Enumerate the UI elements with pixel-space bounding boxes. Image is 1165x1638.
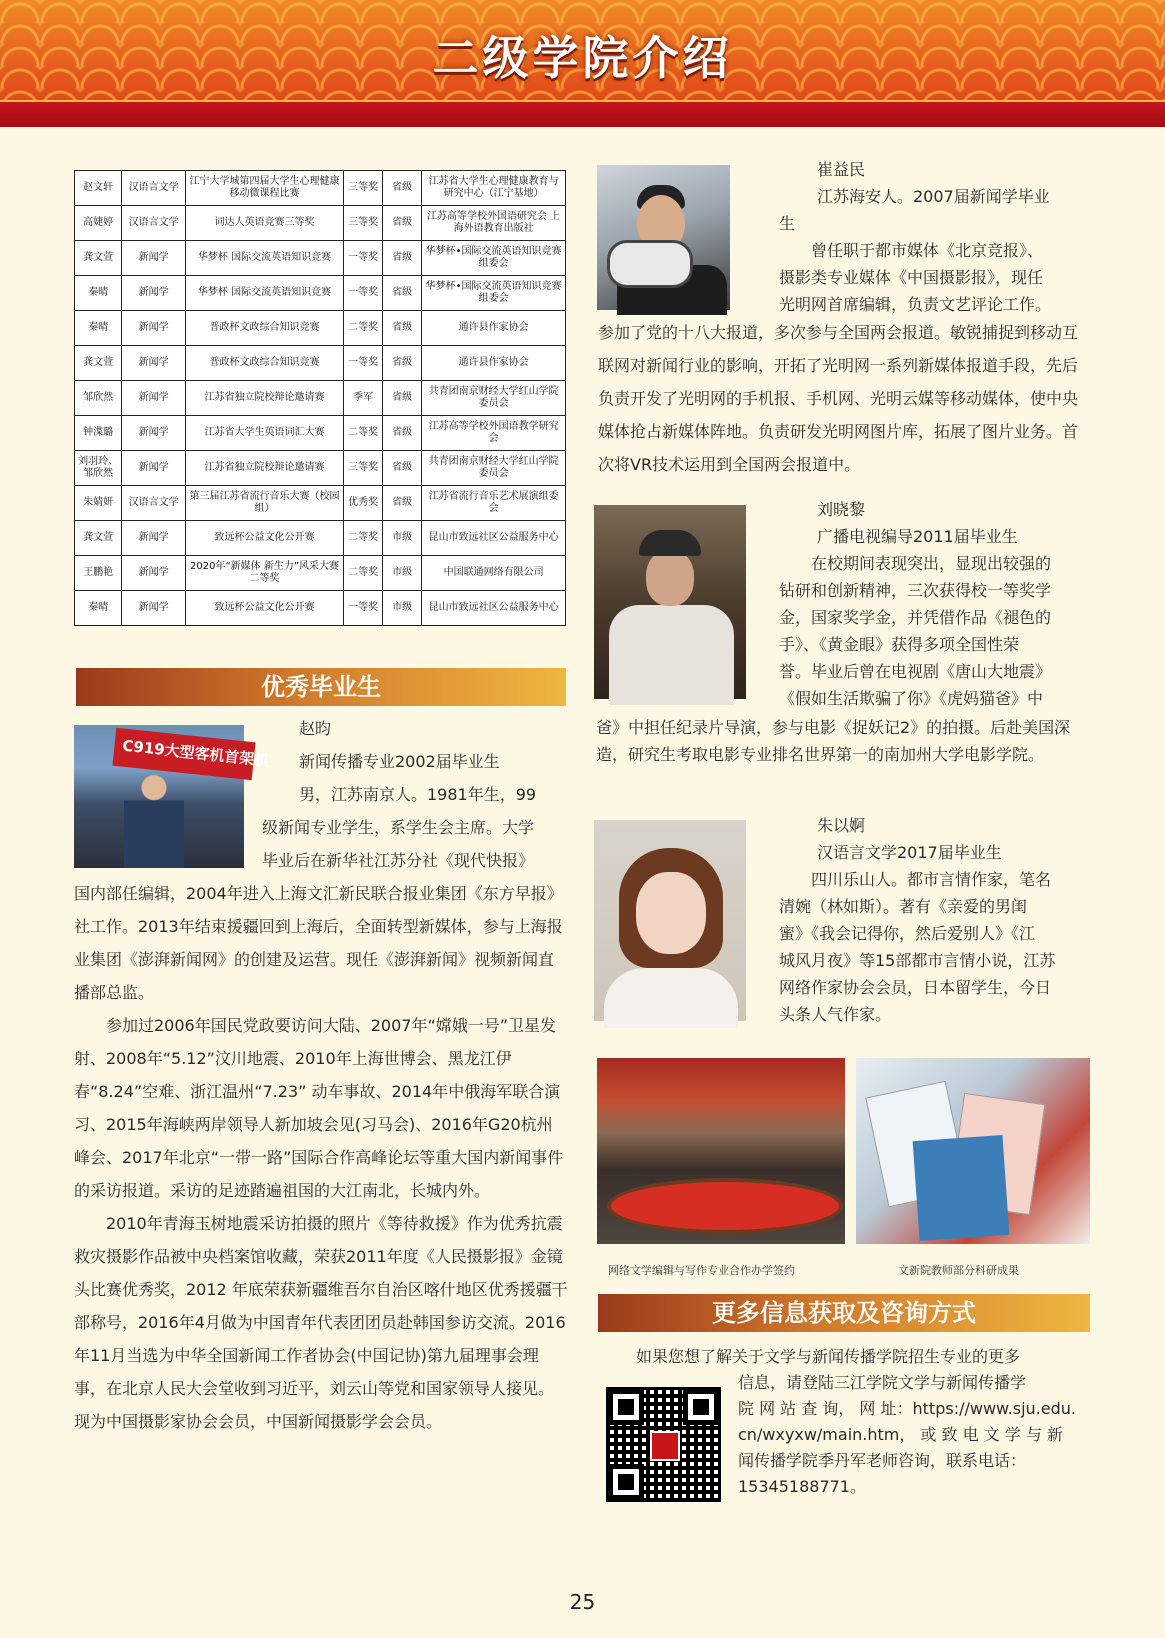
table-cell: 2020年“新媒体 新生力”风采大赛二等奖 xyxy=(185,556,343,591)
table-cell: 龚文萱 xyxy=(75,521,122,556)
photo-coat xyxy=(609,605,734,705)
cui-line-5: 光明网首席编辑，负责文艺评论工作。 xyxy=(779,295,1052,314)
table-cell: 省级 xyxy=(383,171,422,206)
photo-zhu-yie xyxy=(594,820,746,1021)
table-cell: 第三届江苏省流行音乐大赛（校园组） xyxy=(185,486,343,521)
photo-zhao-yun xyxy=(74,725,271,868)
cui-line-4: 摄影类专业媒体《中国摄影报》，现任 xyxy=(779,268,1044,287)
table-cell: 新闻学 xyxy=(122,346,186,381)
table-cell: 新闻学 xyxy=(122,381,186,416)
table-cell: 邹欣然 xyxy=(75,381,122,416)
zhao-bio xyxy=(74,877,568,1438)
table-row xyxy=(75,276,566,311)
contact-line-5: 闻传播学院季丹军老师咨询，联系电话： xyxy=(738,1451,1027,1470)
table-cell: 江苏高等学校外国语教学研究会 xyxy=(422,416,566,451)
qr-finder xyxy=(608,1464,644,1500)
table-cell: 华梦杯 国际交流英语知识竞赛 xyxy=(185,241,343,276)
cui-line-2: 生 xyxy=(779,214,796,233)
table-cell: 赵文轩 xyxy=(75,171,122,206)
table-row xyxy=(75,206,566,241)
photo-banner-text: C919大型客机首架机 xyxy=(121,736,271,770)
table-cell: 市级 xyxy=(383,556,422,591)
table-cell: 一等奖 xyxy=(344,591,383,626)
zhu-name: 朱以婀 xyxy=(817,816,866,835)
table-cell: 二等奖 xyxy=(344,311,383,346)
zhao-para-2: 参加过2006年国民党政要访问大陆、2007年“嫦娥一号”卫星发射、2008年“5.12”汶川地震、2010年上海世博会、黑龙江伊春“8.24”空难、浙江温州“7.23” 动车事故、2014年中俄海军联合演习、2015年海峡两岸领导人新加坡会见(习马会)、2016年G20杭州峰会、2017年北京“一带一路”国际合作高峰论坛等重大国内新闻事件的采访报道。采访的足迹踏遍祖国的大江南北，长城内外。 xyxy=(74,1016,564,1200)
table-row xyxy=(75,241,566,276)
qr-logo-icon xyxy=(650,1431,680,1461)
table-cell: 省级 xyxy=(383,311,422,346)
photo-face xyxy=(646,550,694,606)
table-cell: 新闻学 xyxy=(122,276,186,311)
table-cell: 江宁大学城第四届大学生心理健康移动微课程比赛 xyxy=(185,171,343,206)
zhao-para-3: 2010年青海玉树地震采访拍摄的照片《等待救援》作为优秀抗震救灾摄影作品被中央档案馆收藏，荣获2011年度《人民摄影报》金镜头比赛优秀奖，2012 年底荣获新疆维吾尔自治区喀什地区优秀援疆干部称号，2016年4月做为中国青年代表团团员赴韩国参访交流。2016年11月当选为中华全国新闻工作者协会(中国记协)第九届理事会理事，在北京人民大会堂收到习近平，刘云山等党和国家领导人接见。现为中国摄影家协会会员，中国新闻摄影学会会员。 xyxy=(74,1214,568,1431)
table-cell: 省级 xyxy=(383,241,422,276)
table-row xyxy=(75,416,566,451)
table-cell: 汉语言文学 xyxy=(122,171,186,206)
table-row xyxy=(75,451,566,486)
zhao-line-3: 毕业后在新华社江苏分社《现代快报》 xyxy=(262,851,535,870)
contact-line-1: 如果您想了解关于文学与新闻传播学院招生专业的更多 xyxy=(636,1347,1021,1366)
table-cell: 省级 xyxy=(383,276,422,311)
table-row xyxy=(75,591,566,626)
table-cell: 省级 xyxy=(383,346,422,381)
table-cell: 新闻学 xyxy=(122,416,186,451)
photo-research-books xyxy=(856,1058,1090,1244)
liu-line-5: 誉。毕业后曾在电视剧《唐山大地震》 xyxy=(779,662,1052,681)
table-cell: 刘羽玲、邹欣然 xyxy=(75,451,122,486)
liu-major: 广播电视编导2011届毕业生 xyxy=(817,527,1018,546)
table-cell: 省级 xyxy=(383,451,422,486)
table-cell: 秦晴 xyxy=(75,311,122,346)
zhao-name: 赵昀 xyxy=(299,719,332,738)
table-cell: 二等奖 xyxy=(344,521,383,556)
zhu-line-3: 蜜》《我会记得你，然后爱别人》《江 xyxy=(779,924,1036,943)
table-cell: 秦晴 xyxy=(75,276,122,311)
table-cell: 省级 xyxy=(383,206,422,241)
zhu-line-5: 网络作家协会会员，日本留学生，今日 xyxy=(779,978,1052,997)
cui-name: 崔益民 xyxy=(817,160,866,179)
cui-para-1: 参加了党的十八大报道，多次参与全国两会报道。敏锐捕捉到移动互联网对新闻行业的影响，开拓了光明网一系列新媒体报道手段，先后负责开发了光明网的手机报、手机网、光明云媒等移动媒体，使中央媒体抢占新媒体阵地。负责研发光明网图片库，拓展了图片业务。首次将VR技术运用到全国两会报道中。 xyxy=(598,323,1079,474)
table-cell: 二等奖 xyxy=(344,416,383,451)
table-cell: 华梦杯•国际交流英语知识竞赛组委会 xyxy=(422,241,566,276)
liu-line-6: 《假如生活欺骗了你》《虎妈猫爸》中 xyxy=(779,689,1044,708)
table-cell: 朱婧妍 xyxy=(75,486,122,521)
section-title-graduates: 优秀毕业生 xyxy=(76,668,566,706)
zhao-line-1: 男，江苏南京人。1981年生，99 xyxy=(299,785,537,804)
table-cell: 新闻学 xyxy=(122,556,186,591)
table-cell: 共青团南京财经大学红山学院委员会 xyxy=(422,381,566,416)
table-cell: 中国联通网络有限公司 xyxy=(422,556,566,591)
table-row xyxy=(75,311,566,346)
table-cell: 秦晴 xyxy=(75,591,122,626)
table-cell: 江苏省独立院校辩论邀请赛 xyxy=(185,451,343,486)
table-cell: 一等奖 xyxy=(344,276,383,311)
photo-conference-table xyxy=(607,1178,843,1234)
awards-table xyxy=(74,170,566,626)
table-cell: 汉语言文学 xyxy=(122,206,186,241)
table-row xyxy=(75,521,566,556)
photo-liu-xiaoli xyxy=(594,505,746,699)
photo-shirt xyxy=(604,968,738,1028)
page-title: 二级学院介绍 xyxy=(432,31,733,85)
caption-meeting: 网络文学编辑与写作专业合作办学签约 xyxy=(608,1264,795,1277)
section-title-contact: 更多信息获取及咨询方式 xyxy=(598,1294,1090,1332)
table-cell: 一等奖 xyxy=(344,241,383,276)
table-cell: 致远杯公益文化公开赛 xyxy=(185,521,343,556)
table-cell: 省级 xyxy=(383,416,422,451)
qr-finder xyxy=(683,1389,719,1425)
table-cell: 江苏省大学生心理健康教育与研究中心（江宁基地） xyxy=(422,171,566,206)
cui-line-1: 江苏海安人。2007届新闻学毕业 xyxy=(817,187,1050,206)
zhu-line-4: 城风月夜》等15部都市言情小说，江苏 xyxy=(779,951,1056,970)
liu-line-1: 在校期间表现突出，显现出较强的 xyxy=(811,554,1052,573)
table-row xyxy=(75,171,566,206)
table-cell: 通许县作家协会 xyxy=(422,346,566,381)
table-cell: 高婕婷 xyxy=(75,206,122,241)
photo-cui-yimin xyxy=(597,165,730,310)
table-cell: 新闻学 xyxy=(122,241,186,276)
zhu-line-2: 清婉（林如斯）。著有《亲爱的男闺 xyxy=(779,897,1028,916)
table-row xyxy=(75,381,566,416)
cui-bio xyxy=(598,316,1090,481)
table-cell: 省级 xyxy=(383,486,422,521)
table-cell: 新闻学 xyxy=(122,311,186,346)
liu-line-2: 钻研和创新精神，三次获得校一等奖学 xyxy=(779,581,1052,600)
table-cell: 通许县作家协会 xyxy=(422,311,566,346)
table-cell: 汉语言文学 xyxy=(122,486,186,521)
liu-line-4: 手》、《黄金眼》获得多项全国性荣 xyxy=(779,635,1020,654)
table-cell: 江苏高等学校外国语研究会 上海外语教育出版社 xyxy=(422,206,566,241)
photo-hat xyxy=(639,530,701,556)
table-row xyxy=(75,346,566,381)
table-cell: 普政杯文政综合知识竞赛 xyxy=(185,311,343,346)
zhu-line-6: 头条人气作家。 xyxy=(779,1005,892,1024)
zhu-line-1: 四川乐山人。都市言情作家，笔名 xyxy=(811,870,1052,889)
book-icon xyxy=(913,1135,1010,1241)
table-cell: 龚文萱 xyxy=(75,346,122,381)
table-cell: 昆山市致远社区公益服务中心 xyxy=(422,591,566,626)
page-number: 25 xyxy=(569,1590,596,1614)
table-cell: 钟渫璐 xyxy=(75,416,122,451)
liu-para-1: 爸》中担任纪录片导演，参与电影《捉妖记2》的拍摄。后赴美国深造，研究生考取电影专业排名世界第一的南加州大学电影学院。 xyxy=(596,718,1071,764)
zhao-major: 新闻传播专业2002届毕业生 xyxy=(299,752,500,771)
camera-icon xyxy=(607,240,693,288)
table-row xyxy=(75,556,566,591)
zhu-major: 汉语言文学2017届毕业生 xyxy=(817,843,1002,862)
table-cell: 季军 xyxy=(344,381,383,416)
table-cell: 词达人英语竞赛三等奖 xyxy=(185,206,343,241)
table-cell: 致远杯公益文化公开赛 xyxy=(185,591,343,626)
table-cell: 普政杯文政综合知识竞赛 xyxy=(185,346,343,381)
zhao-line-2: 级新闻专业学生，系学生会主席。大学 xyxy=(262,818,535,837)
photo-meeting xyxy=(597,1058,845,1244)
photo-person xyxy=(124,770,184,868)
table-cell: 三等奖 xyxy=(344,451,383,486)
table-cell: 华梦杯 国际交流英语知识竞赛 xyxy=(185,276,343,311)
table-cell: 二等奖 xyxy=(344,556,383,591)
table-cell: 市级 xyxy=(383,521,422,556)
table-row xyxy=(75,486,566,521)
header-band xyxy=(0,100,1165,127)
qr-code-icon[interactable] xyxy=(606,1387,721,1502)
table-cell: 江苏省独立院校辩论邀请赛 xyxy=(185,381,343,416)
table-cell: 昆山市致远社区公益服务中心 xyxy=(422,521,566,556)
table-cell: 共青团南京财经大学红山学院委员会 xyxy=(422,451,566,486)
contact-line-2: 信息，请登陆三江学院文学与新闻传播学 xyxy=(738,1373,1027,1392)
zhao-para-1: 国内部任编辑，2004年进入上海文汇新民联合报业集团《东方早报》社工作。2013年结束援疆回到上海后，全面转型新媒体，参与上海报业集团《澎湃新闻网》的创建及运营。现任《澎湃新闻》视频新闻直播部总监。 xyxy=(74,884,563,1002)
table-cell: 新闻学 xyxy=(122,451,186,486)
table-cell: 华梦杯•国际交流英语知识竞赛组委会 xyxy=(422,276,566,311)
table-cell: 三等奖 xyxy=(344,206,383,241)
contact-line-3: 院 网 站 查 询， 网 址：https://www.sju.edu. xyxy=(738,1399,1076,1418)
contact-line-6: 15345188771。 xyxy=(738,1477,866,1496)
table-cell: 一等奖 xyxy=(344,346,383,381)
contact-line-4: cn/wxyxw/main.htm， 或 致 电 文 学 与 新 xyxy=(738,1425,1063,1444)
photo-face xyxy=(636,872,706,954)
table-cell: 市级 xyxy=(383,591,422,626)
table-cell: 龚文萱 xyxy=(75,241,122,276)
table-cell: 王鹏艳 xyxy=(75,556,122,591)
caption-research: 文新院教师部分科研成果 xyxy=(898,1264,1019,1277)
table-cell: 江苏省流行音乐艺术展演组委会 xyxy=(422,486,566,521)
table-cell: 省级 xyxy=(383,381,422,416)
liu-line-3: 金，国家奖学金，并凭借作品《褪色的 xyxy=(779,608,1052,627)
liu-name: 刘晓黎 xyxy=(817,500,866,519)
liu-bio xyxy=(596,714,1090,768)
table-cell: 三等奖 xyxy=(344,171,383,206)
cui-line-3: 曾任职于都市媒体《北京竞报》、 xyxy=(811,241,1044,260)
table-cell: 江苏省大学生英语词汇大赛 xyxy=(185,416,343,451)
qr-finder xyxy=(608,1389,644,1425)
table-cell: 新闻学 xyxy=(122,591,186,626)
table-cell: 新闻学 xyxy=(122,521,186,556)
table-cell: 优秀奖 xyxy=(344,486,383,521)
